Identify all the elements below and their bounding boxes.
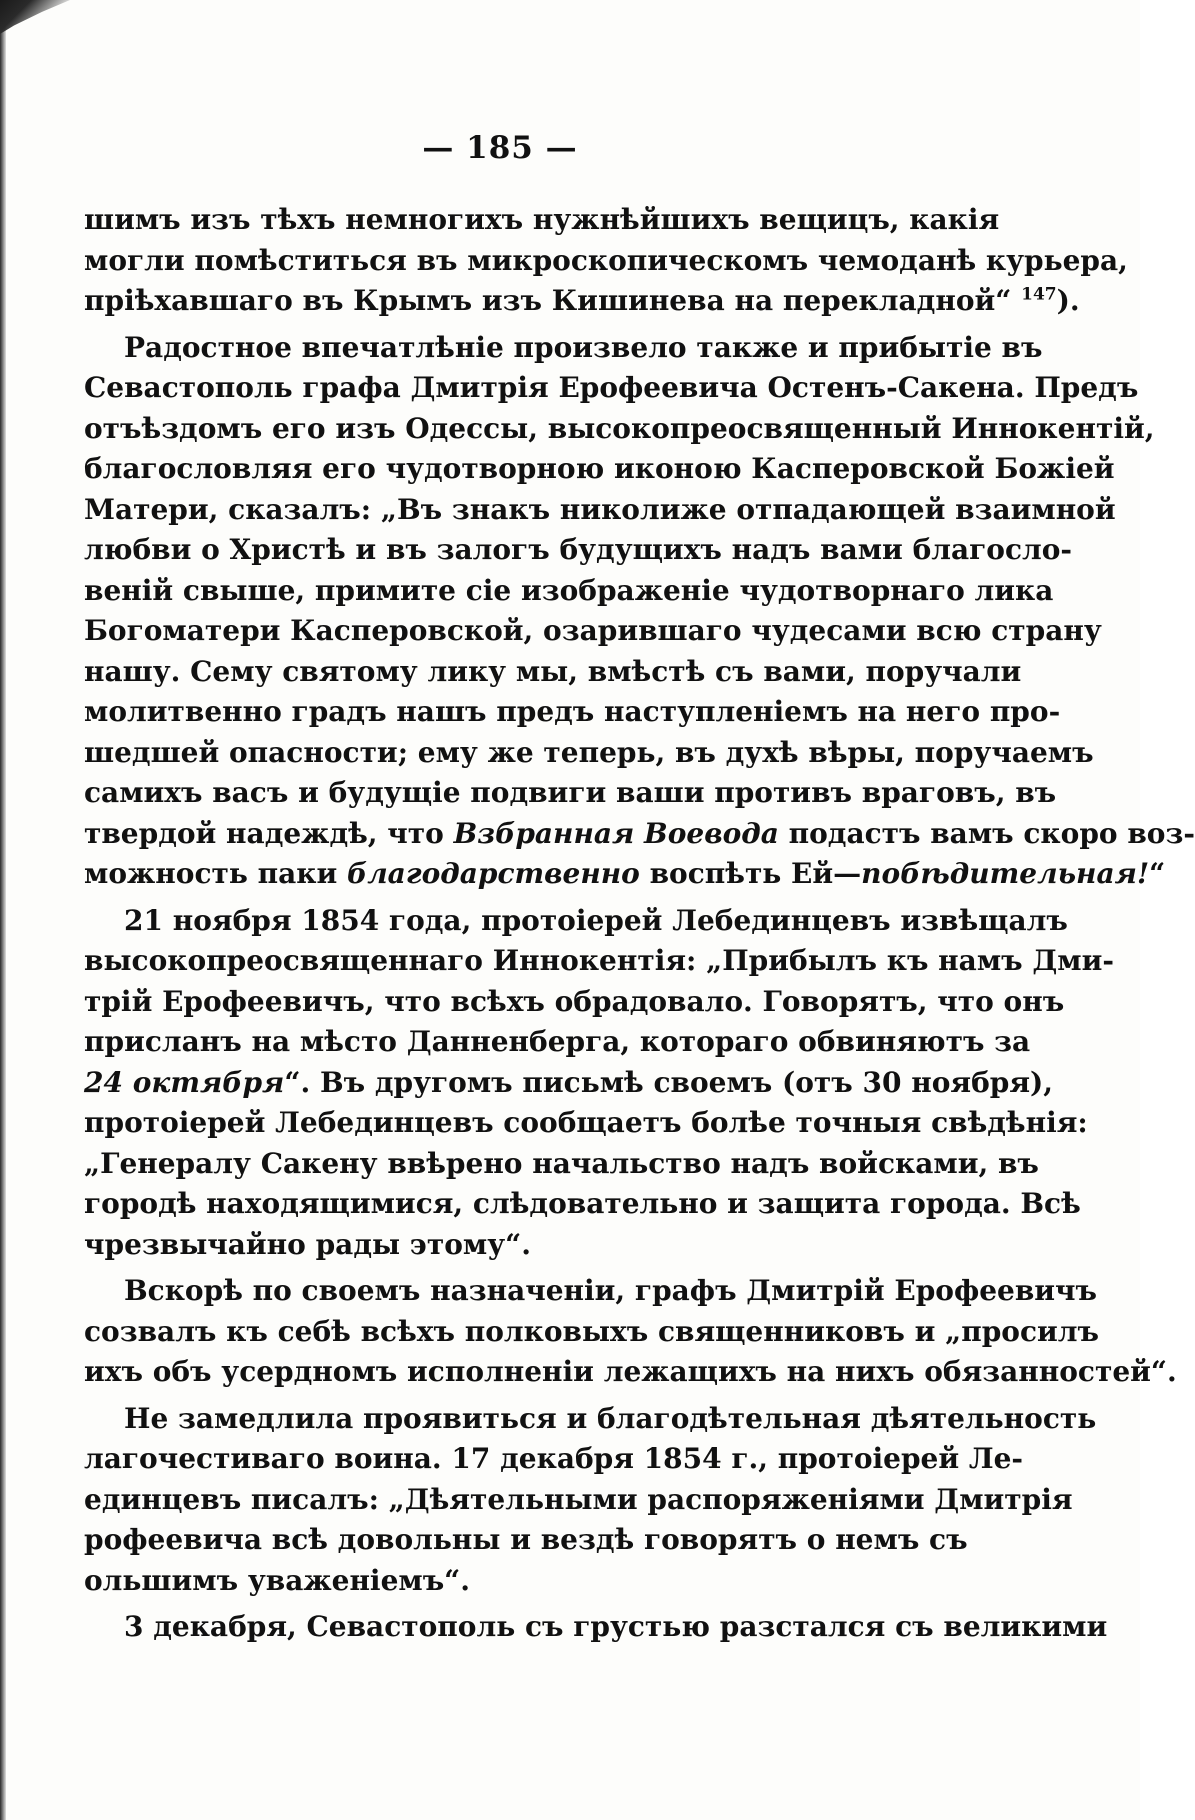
- text-line: единцевъ писалъ: „Дѣятельными распоряженіями Дмитрія: [84, 1482, 1073, 1516]
- italic-run: 24 октября: [84, 1065, 285, 1099]
- text-line: [84, 854, 1166, 895]
- text-line: высокопреосвященнаго Иннокентія: „Прибылъ къ намъ Дми-: [84, 944, 1114, 977]
- text-line: благословляя его чудотворною иконою Касперовской Божіей: [84, 452, 1115, 485]
- text-run: воспѣть Ей—: [639, 857, 862, 890]
- text-line: Радостное впечатлѣніе произвело также и прибытіе въ: [124, 330, 1043, 364]
- paragraph: [84, 328, 1195, 895]
- text-line: отъѣздомъ его изъ Одессы, высокопреосвященный Иннокентій,: [84, 411, 1155, 445]
- text-line: нашу. Сему святому лику мы, вмѣстѣ съ вами, поручали: [84, 654, 1022, 688]
- text-line: Вскорѣ по своемъ назначеніи, графъ Дмитрій Ерофеевичъ: [124, 1274, 1098, 1307]
- text-line: рофеевича всѣ довольны и вездѣ говорятъ о немъ съ: [84, 1523, 968, 1556]
- text-line: Богоматери Касперовской, озарившаго чудесами всю страну: [84, 614, 1102, 647]
- text-run: пріѣхавшаго въ Крымъ изъ Кишинева на перекладной“: [84, 284, 1022, 317]
- text-line: веній свыше, примите сіе изображеніе чудотворнаго лика: [84, 573, 1054, 607]
- text-line: Матери, сказалъ: „Въ знакъ николиже отпадающей взаимной: [84, 492, 1116, 526]
- text-line: созвалъ къ себѣ всѣхъ полковыхъ священниковъ и „просилъ: [84, 1314, 1099, 1348]
- text-run: “. Въ другомъ письмѣ своемъ (отъ 30 ноября),: [284, 1065, 1054, 1099]
- paragraph: [84, 1399, 1097, 1602]
- paragraph: [84, 1607, 1108, 1648]
- italic-run: благодарственно: [346, 857, 640, 890]
- text-line: „Генералу Сакену ввѣрено начальство надъ войсками, въ: [84, 1146, 1039, 1180]
- page-number: — 185 —: [422, 130, 578, 166]
- text-line: 21 ноября 1854 года, протоіерей Лебединцевъ извѣщалъ: [124, 903, 1068, 937]
- text-line: [84, 1063, 1054, 1104]
- paragraph: [84, 200, 1128, 322]
- text-run: можность паки: [84, 857, 347, 890]
- text-line: 3 декабря, Севастополь съ грустью разстался съ великими: [124, 1610, 1108, 1643]
- text-line: [84, 281, 1080, 322]
- text-run: ).: [1056, 284, 1080, 317]
- scan-corner-mark: [0, 0, 70, 34]
- text-line: трій Ерофеевичъ, что всѣхъ обрадовало. Говорятъ, что онъ: [84, 984, 1065, 1018]
- text-line: чрезвычайно рады этому“.: [84, 1227, 531, 1261]
- italic-run: побѣдительная!: [861, 857, 1150, 890]
- page-left-edge-shadow: [0, 0, 6, 1820]
- text-line: ихъ объ усердномъ исполненіи лежащихъ на нихъ обязанностей“.: [84, 1355, 1177, 1388]
- footnote-ref: 147: [1021, 284, 1057, 305]
- text-run: твердой надеждѣ, что: [84, 816, 454, 850]
- text-line: шедшей опасности; ему же теперь, въ духѣ вѣры, поручаемъ: [84, 735, 1094, 769]
- text-line: протоіерей Лебединцевъ сообщаетъ болѣе точныя свѣдѣнія:: [84, 1106, 1088, 1139]
- text-line: самихъ васъ и будущіе подвиги ваши противъ враговъ, въ: [84, 776, 1057, 809]
- text-line: Не замедлила проявиться и благодѣтельная дѣятельность: [124, 1401, 1097, 1435]
- text-line: Севастополь графа Дмитрія Ерофеевича Остенъ-Сакена. Предъ: [84, 371, 1139, 404]
- text-line: молитвенно градъ нашъ предъ наступленіемъ на него про-: [84, 695, 1061, 728]
- text-line: шимъ изъ тѣхъ немногихъ нужнѣйшихъ вещицъ, какія: [84, 203, 1000, 236]
- text-line: присланъ на мѣсто Данненберга, котораго обвиняютъ за: [84, 1025, 1031, 1058]
- body-text: [84, 200, 1195, 1654]
- italic-run: Взбранная Воевода: [453, 816, 779, 850]
- text-run: “: [1149, 857, 1166, 890]
- text-line: [84, 814, 1195, 855]
- text-line: ольшимъ уваженіемъ“.: [84, 1563, 471, 1597]
- text-line: лагочестиваго воина. 17 декабря 1854 г., протоіерей Ле-: [84, 1442, 1024, 1475]
- paragraph: [84, 901, 1114, 1266]
- paragraph: [84, 1271, 1177, 1393]
- text-line: любви о Христѣ и въ залогъ будущихъ надъ вами благосло-: [84, 533, 1073, 566]
- text-line: могли помѣститься въ микроскопическомъ чемоданѣ курьера,: [84, 243, 1128, 277]
- text-line: городѣ находящимися, слѣдовательно и защита города. Всѣ: [84, 1187, 1081, 1220]
- text-run: подастъ вамъ скоро воз-: [778, 816, 1195, 850]
